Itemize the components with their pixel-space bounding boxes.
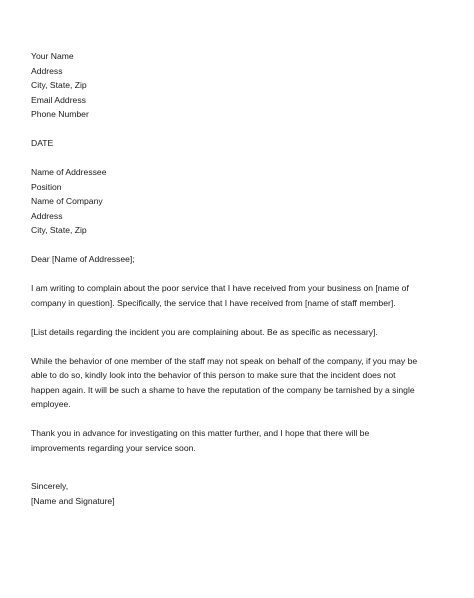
body-p1-line-2: company in question]. Specifically, the service that I have received from [name of staff member]. xyxy=(31,297,396,308)
body-p3-line-1: While the behavior of one member of the staff may not speak on behalf of the company, if you may be xyxy=(31,355,418,366)
sender-city-state-zip: City, State, Zip xyxy=(31,80,87,90)
body-p3-line-2: able to do so, kindly look into the behavior of this person to make sure that the incident does not xyxy=(31,370,396,380)
recipient-block xyxy=(31,165,441,238)
body-paragraph-1 xyxy=(31,281,441,310)
body-p4-line-1: Thank you in advance for investigating on this matter further, and I hope that there will be xyxy=(31,428,370,438)
recipient-company: Name of Company xyxy=(31,196,103,206)
body-p2-line-1: [List details regarding the incident you are complaining about. Be as specific as necessary]. xyxy=(31,326,378,337)
sender-phone: Phone Number xyxy=(31,109,89,119)
body-paragraph-3 xyxy=(31,354,441,412)
recipient-address: Address xyxy=(31,210,63,221)
sender-email: Email Address xyxy=(31,94,86,105)
date-block xyxy=(31,136,441,151)
body-p4-line-2: improvements regarding your service soon. xyxy=(31,442,196,453)
letter-date: DATE xyxy=(31,138,54,148)
sender-name: Your Name xyxy=(31,51,74,61)
body-p1-line-1: I am writing to complain about the poor service that I have received from your business on [name of xyxy=(31,283,409,293)
body-paragraph-2 xyxy=(31,325,441,340)
salutation: Dear [Name of Addressee]; xyxy=(31,254,135,264)
sender-block xyxy=(31,49,441,122)
closing-block xyxy=(31,479,441,508)
recipient-name: Name of Addressee xyxy=(31,167,107,177)
body-p3-line-4: employee. xyxy=(31,399,71,409)
body-paragraph-4 xyxy=(31,426,441,455)
salutation-block xyxy=(31,252,441,267)
letter-content xyxy=(31,49,441,508)
closing: Sincerely, xyxy=(31,481,69,491)
sender-address: Address xyxy=(31,65,63,76)
recipient-position: Position xyxy=(31,181,62,192)
recipient-city-state-zip: City, State, Zip xyxy=(31,225,87,235)
signature: [Name and Signature] xyxy=(31,495,115,506)
body-p3-line-3: happen again. It will be such a shame to have the reputation of the company be tarnished by a single xyxy=(31,384,415,395)
